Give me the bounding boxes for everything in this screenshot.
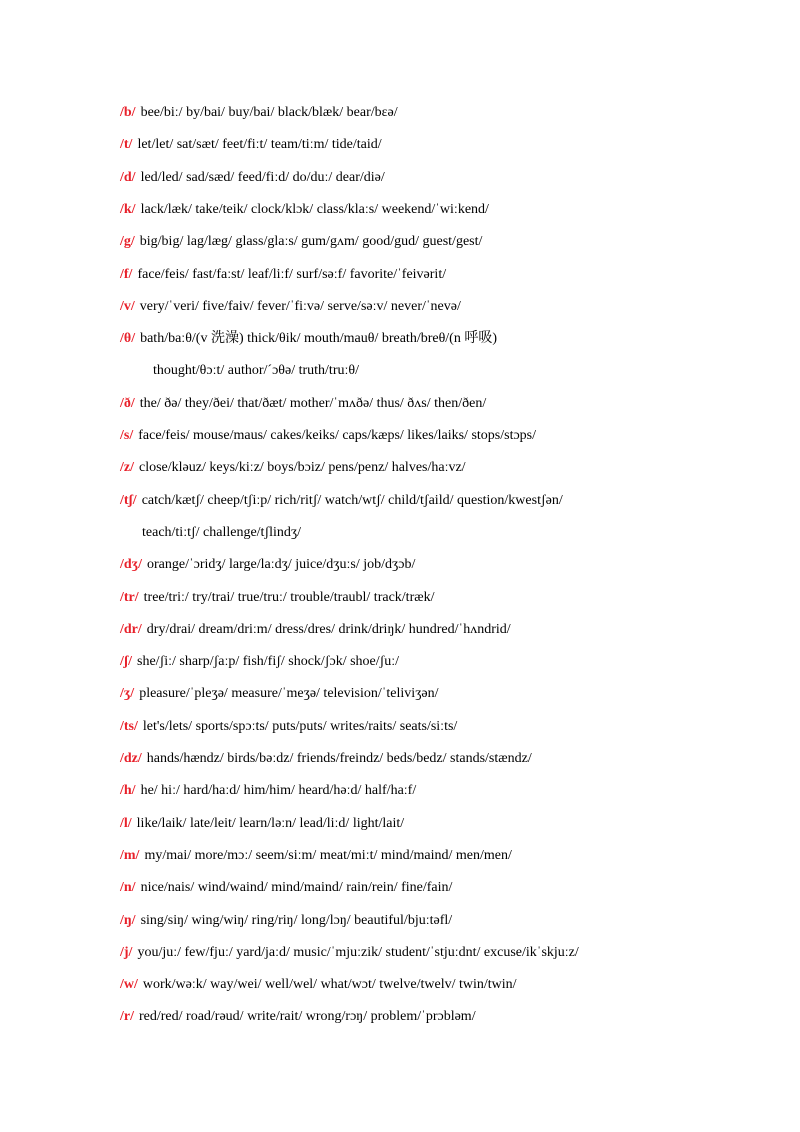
phoneme-symbol: /l/ [120, 815, 132, 831]
phoneme-symbol: /g/ [120, 234, 135, 250]
phoneme-symbol: /tʃ/ [120, 492, 137, 508]
phoneme-symbol: /n/ [120, 880, 136, 896]
phoneme-symbol: /tr/ [120, 589, 139, 605]
phonetic-line [120, 393, 486, 415]
phonetic-line [120, 619, 511, 641]
example-words: very/ˈveri/ five/faiv/ fever/ˈfiːvə/ serve/səːv/ never/ˈnevə/ [139, 298, 461, 314]
phoneme-symbol: /ʃ/ [120, 654, 133, 670]
example-words: teach/tiːtʃ/ challenge/tʃlindʒ/ [142, 524, 301, 540]
phonetic-line [120, 328, 497, 350]
example-words: face/feis/ fast/faːst/ leaf/liːf/ surf/səːf/ favorite/ˈfeivərit/ [137, 266, 447, 282]
example-words: work/wəːk/ way/wei/ well/wel/ what/wɔt/ twelve/twelv/ twin/twin/ [142, 977, 517, 993]
phonetic-line [142, 522, 301, 544]
example-words: the/ ðə/ they/ðei/ that/ðæt/ mother/ˈmʌðə/ thus/ ðʌs/ then/ðen/ [139, 395, 487, 411]
example-words: bee/biː/ by/bai/ buy/bai/ black/blæk/ bear/bɛə/ [140, 105, 398, 120]
phonetic-line [120, 296, 461, 318]
phonetic-line [120, 587, 434, 609]
phonetic-line [120, 457, 466, 479]
phonetic-line [120, 683, 439, 705]
phonetic-line [120, 264, 446, 286]
example-words: red/red/ road/rəud/ write/rait/ wrong/rɔŋ/ problem/ˈprɔbləm/ [139, 1009, 476, 1025]
phoneme-symbol: /s/ [120, 428, 134, 443]
example-words: my/mai/ more/mɔː/ seem/siːm/ meat/miːt/ mind/maind/ men/men/ [144, 847, 512, 863]
example-words: tree/triː/ try/trai/ true/truː/ trouble/traubl/ track/træk/ [143, 589, 435, 605]
example-words: close/kləuz/ keys/kiːz/ boys/bɔiz/ pens/penz/ halves/haːvz/ [139, 460, 466, 476]
phonetic-line [120, 651, 399, 673]
phoneme-symbol: /dz/ [120, 751, 142, 766]
example-words: hands/hændz/ birds/bəːdz/ friends/freindz/ beds/bedz/ stands/stændz/ [146, 751, 532, 766]
phoneme-symbol: /v/ [120, 298, 135, 314]
phonetic-line [120, 167, 385, 189]
phoneme-symbol: /ð/ [120, 395, 135, 411]
phonetic-line [120, 199, 489, 221]
example-words: let/let/ sat/sæt/ feet/fiːt/ team/tiːm/ tide/taid/ [137, 137, 382, 153]
example-words: led/led/ sad/sæd/ feed/fiːd/ do/duː/ dear/diə/ [140, 169, 385, 185]
phonetic-line [120, 748, 532, 770]
phoneme-symbol: /h/ [120, 783, 136, 799]
phoneme-symbol: /j/ [120, 944, 133, 960]
example-words: dry/drai/ dream/driːm/ dress/dres/ drink/driŋk/ hundred/ˈhʌndrid/ [146, 621, 511, 637]
example-words: let's/lets/ sports/spɔːts/ puts/puts/ writes/raits/ seats/siːts/ [142, 718, 458, 734]
example-words: you/juː/ few/fjuː/ yard/jaːd/ music/ˈmjuːzik/ student/ˈstjuːdnt/ excuse/ikˈskjuːz/ [137, 944, 579, 960]
phonetic-line [120, 942, 579, 964]
phoneme-symbol: /θ/ [120, 331, 136, 347]
phoneme-symbol: /ts/ [120, 718, 138, 734]
phonetic-line [120, 877, 452, 899]
phonetic-line [153, 360, 359, 382]
phonetic-line [120, 1006, 476, 1028]
phonetic-line [120, 425, 536, 447]
example-words: orange/ˈɔridʒ/ large/laːdʒ/ juice/dʒuːs/ job/dʒɔb/ [146, 557, 416, 573]
example-words: big/big/ lag/læg/ glass/glaːs/ gum/gʌm/ good/gud/ guest/gest/ [139, 234, 483, 250]
example-words: nice/nais/ wind/waind/ mind/maind/ rain/rein/ fine/fain/ [140, 880, 453, 896]
phoneme-symbol: /r/ [120, 1009, 134, 1025]
example-words: like/laik/ late/leit/ learn/ləːn/ lead/liːd/ light/lait/ [136, 815, 405, 831]
example-words: he/ hiː/ hard/haːd/ him/him/ heard/həːd/ half/haːf/ [140, 783, 417, 799]
phoneme-symbol: /ŋ/ [120, 912, 136, 928]
example-words: bath/baːθ/(v 洗澡) thick/θik/ mouth/mauθ/ breath/breθ/(n 呼吸) [140, 331, 498, 347]
phoneme-symbol: /m/ [120, 847, 140, 863]
phonetic-line [120, 910, 452, 932]
phoneme-symbol: /k/ [120, 201, 136, 217]
phoneme-symbol: /z/ [120, 460, 134, 476]
phonetic-line [120, 554, 415, 576]
phonetic-line [120, 716, 457, 738]
phoneme-symbol: /dr/ [120, 621, 142, 637]
phoneme-symbol: /ʒ/ [120, 686, 135, 702]
phoneme-symbol: /w/ [120, 977, 138, 993]
phonetic-line [120, 102, 398, 124]
example-words: thought/θɔːt/ author/´ɔθə/ truth/truːθ/ [153, 363, 359, 379]
phonetic-line [120, 845, 512, 867]
example-words: pleasure/ˈpleʒə/ measure/ˈmeʒə/ television/ˈteliviʒən/ [139, 686, 439, 702]
phonetic-line [120, 780, 416, 802]
example-words: sing/siŋ/ wing/wiŋ/ ring/riŋ/ long/lɔŋ/ beautiful/bjuːtəfl/ [140, 912, 453, 928]
phoneme-symbol: /t/ [120, 137, 133, 153]
example-words: face/feis/ mouse/maus/ cakes/keiks/ caps/kæps/ likes/laiks/ stops/stɔps/ [138, 428, 537, 443]
phoneme-symbol: /dʒ/ [120, 557, 142, 573]
phonetic-line [120, 974, 517, 996]
phonetic-line [120, 813, 404, 835]
phoneme-symbol: /d/ [120, 169, 136, 185]
phoneme-symbol: /b/ [120, 105, 136, 120]
phonetic-line [120, 231, 482, 253]
phonetic-line [120, 134, 382, 156]
example-words: she/ʃiː/ sharp/ʃaːp/ fish/fiʃ/ shock/ʃɔk/ shoe/ʃuː/ [137, 654, 400, 670]
phonetic-line [120, 490, 563, 512]
example-words: catch/kætʃ/ cheep/tʃiːp/ rich/ritʃ/ watch/wtʃ/ child/tʃaild/ question/kwestʃən/ [141, 492, 563, 508]
phoneme-symbol: /f/ [120, 266, 133, 282]
example-words: lack/læk/ take/teik/ clock/klɔk/ class/klaːs/ weekend/ˈwiːkend/ [140, 201, 489, 217]
